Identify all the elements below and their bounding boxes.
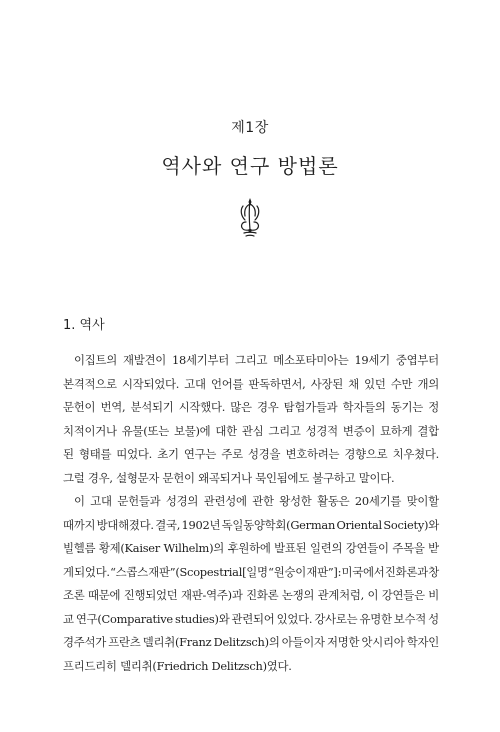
text-line: 치적이거나 유물(또는 보물)에 대한 관심 그리고 성경적 변증이 묘하게 결합 xyxy=(63,423,439,438)
text-line: 빌헬름 황제(Kaiser Wilhelm)의 후원하에 발표된 일련의 강연들이 주목을 받 xyxy=(63,541,439,555)
text-line: 조론 때문에 진행되었던 재판-역주)과 진화론 논쟁의 관계처럼, 이 강연들은 비 xyxy=(63,588,439,602)
body-text xyxy=(63,349,439,678)
text-line: 교 연구(Comparative studies)와 관련되어 있었다. 강사로는 유명한 보수적 성 xyxy=(63,611,439,626)
chapter-number: 제1장 xyxy=(231,120,269,136)
text-line: 때까지 방대해졌다. 결국, 1902년 독일동양학회(German Oriental Society)와 xyxy=(63,517,439,532)
text-line: 문헌이 번역, 분석되기 시작했다. 많은 경우 탐험가들과 학자들의 동기는 정 xyxy=(63,400,439,414)
text-line: 본격적으로 시작되었다. 고대 언어를 판독하면서, 사장된 채 있던 수만 개의 xyxy=(63,376,439,391)
text-line: 그럴 경우, 설형문자 문헌이 왜곡되거나 묵인됨에도 불구하고 말이다. xyxy=(63,470,395,485)
paragraph xyxy=(63,349,439,490)
paragraph xyxy=(63,490,439,678)
text-line: 된 형태를 띠었다. 초기 연구는 주로 성경을 변호하려는 경향으로 치우쳤다. xyxy=(63,447,439,461)
text-line: 이 고대 문헌들과 성경의 관련성에 관한 왕성한 활동은 20세기를 맞이할 xyxy=(74,494,439,508)
text-line: 이집트의 재발견이 18세기부터 그리고 메소포타미아는 19세기 중엽부터 xyxy=(74,353,439,367)
section-heading: 1. 역사 xyxy=(63,318,105,333)
text-line: 게 되었다. “스콥스 재판”(Scopes trial[일명 “원숭이 재판”]: 미국에서 진화론과 창 xyxy=(63,564,439,579)
chapter-title: 역사와 연구 방법론 xyxy=(161,154,339,178)
text-line: 프리드리히 델리취(Friedrich Delitzsch)였다. xyxy=(63,658,292,673)
text-line: 경주석가 프란츠 델리취(Franz Delitzsch)의 아들이자 저명한 앗시리아 학자인 xyxy=(63,635,439,649)
lily-ornament-icon xyxy=(232,196,268,240)
